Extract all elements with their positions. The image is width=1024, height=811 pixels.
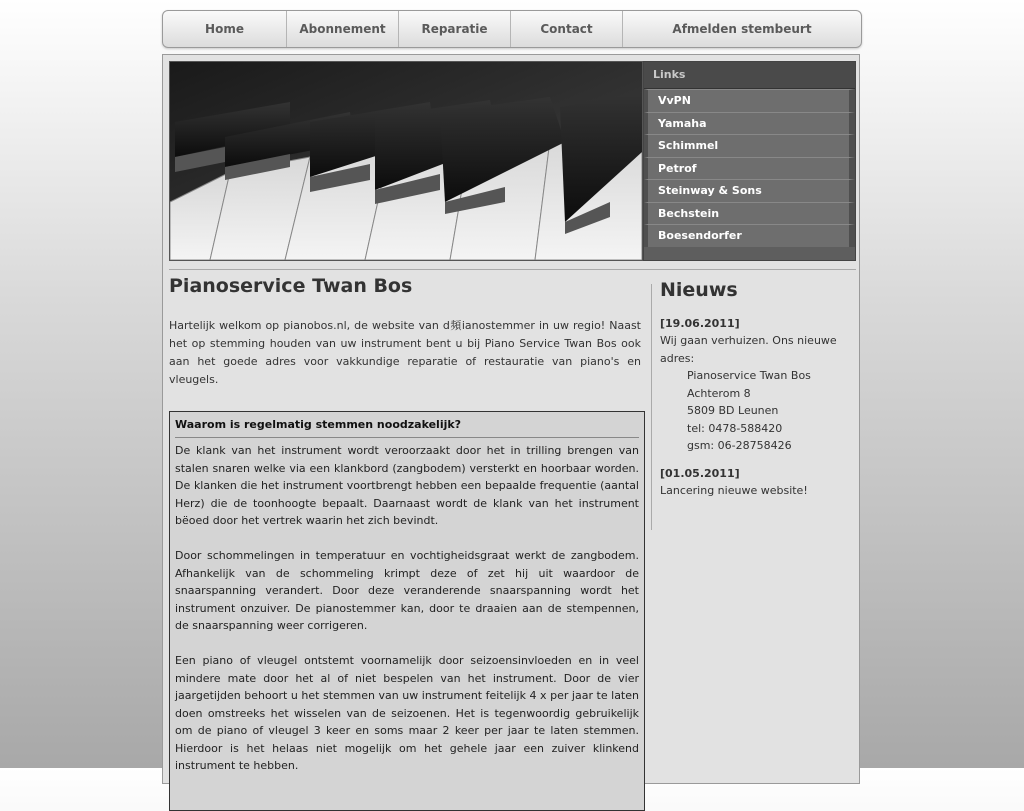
links-sidebar xyxy=(643,61,856,261)
link-bechstein[interactable]: Bechstein xyxy=(644,202,855,225)
tuning-paragraph-3: Een piano of vleugel ontstemt voornamelijk door seizoensinvloeden en in veel mindere mate door het al of niet bespelen van het instrument. Door de vier jaargetijden behoort u het stemmen van uw instrument feitelijk 4 x per jaar te laten doen omstreeks het wisselen van de seizoenen. Het is tegenwoordig gebruikelijk om de piano of vleugel 3 keer en soms maar 2 keer per jaar te laten stemmen. Hierdoor is het helaas niet mogelijk om het gehele jaar een zuiver klinkend instrument te hebben. xyxy=(175,654,639,772)
news-section xyxy=(660,279,850,499)
address-line: gsm: 06-28758426 xyxy=(687,439,792,452)
tuning-info-box xyxy=(169,411,645,811)
nav-contact[interactable]: Contact xyxy=(511,11,623,47)
piano-keys-illustration xyxy=(170,62,642,260)
news-text: Lancering nieuwe website! xyxy=(660,483,808,497)
tuning-info-title: Waarom is regelmatig stemmen noodzakelijk? xyxy=(175,418,639,438)
news-title: Nieuws xyxy=(660,279,738,301)
vertical-divider xyxy=(651,284,652,530)
intro-text: Hartelijk welkom op pianobos.nl, de website van d頻ianostemmer in uw regio! Naast het op stemming houden van uw instrument bent u bij Piano Service Twan Bos ook aan het goede adres voor vakkundige reparatie of restauratie van piano's en vleugels. xyxy=(169,319,641,386)
address-line: tel: 0478-588420 xyxy=(687,421,783,435)
address-line: Pianoservice Twan Bos xyxy=(687,369,811,382)
nav-home[interactable]: Home xyxy=(163,11,287,47)
links-title: Links xyxy=(644,62,855,89)
link-steinway-sons[interactable]: Steinway & Sons xyxy=(644,179,855,202)
nav-reparatie[interactable]: Reparatie xyxy=(399,11,511,47)
news-date: [01.05.2011] xyxy=(660,466,740,480)
link-vvpn[interactable]: VvPN xyxy=(644,89,855,112)
content-panel xyxy=(162,54,860,784)
nav-abonnement[interactable]: Abonnement xyxy=(287,11,399,47)
news-text: Wij gaan verhuizen. Ons nieuwe adres: xyxy=(660,334,837,365)
news-date: [19.06.2011] xyxy=(660,317,740,330)
main-navigation xyxy=(162,10,862,48)
address-line: 5809 BD Leunen xyxy=(687,404,779,417)
page-title: Pianoservice Twan Bos xyxy=(169,275,413,297)
link-yamaha[interactable]: Yamaha xyxy=(644,112,855,135)
link-boesendorfer[interactable]: Boesendorfer xyxy=(644,224,855,247)
piano-keys-banner-image xyxy=(169,61,643,261)
horizontal-divider xyxy=(169,269,856,270)
link-petrof[interactable]: Petrof xyxy=(644,157,855,180)
nav-afmelden-stembeurt[interactable]: Afmelden stembeurt xyxy=(672,22,812,36)
news-address xyxy=(660,367,850,455)
link-schimmel[interactable]: Schimmel xyxy=(644,134,855,157)
tuning-paragraph-2: Door schommelingen in temperatuur en vochtigheidsgraat werkt de zangbodem. Afhankelijk van de schommeling krimpt deze of zet hij uit waardoor de snaarspanning verandert. Door deze veranderende snaarspanning wordt het instrument onzuiver. De pianostemmer kan, door te draaien aan de stempennen, de snaarspanning weer corrigeren. xyxy=(175,549,639,632)
address-line: Achterom 8 xyxy=(687,386,751,400)
tuning-paragraph-1: De klank van het instrument wordt veroorzaakt door het in trilling brengen van stalen snaren welke via een klankbord (zangbodem) versterkt en hoorbaar worden. De klanken die het instrument voortbrengt hebben een bepaalde frequentie (aantal Herz) die de toonhoogte bepaalt. Daarnaast wordt de klank van het instrument be͏̈oed door het vertrek waarin het zich bevindt. xyxy=(175,444,639,527)
